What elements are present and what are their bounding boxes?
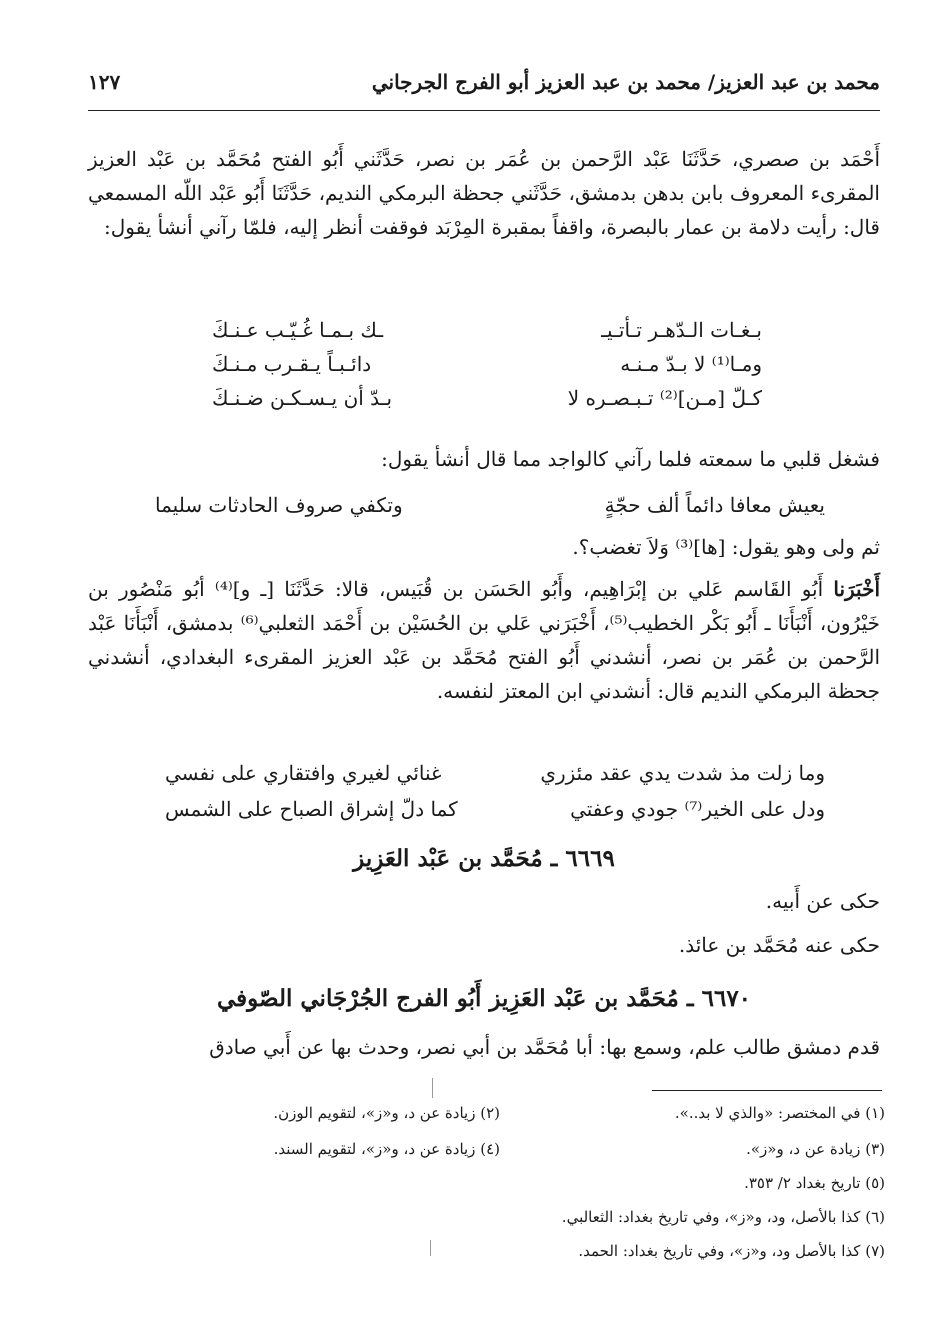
- footnote-number: (٣): [865, 1140, 885, 1158]
- verse-line: [212, 381, 762, 415]
- footnote-number: (٢): [480, 1104, 500, 1122]
- verse-line: [212, 313, 762, 347]
- scan-mark: [432, 1078, 433, 1098]
- verse-hemistich-second: بـدّ أن يـسـكـن ضـنـكَ: [212, 386, 393, 410]
- footnote-5: [744, 1172, 885, 1194]
- scan-mark: [430, 1240, 431, 1256]
- verse-line: [212, 347, 762, 381]
- verse-hemistich-first: يعيش معافا دائماً ألف حجّةٍ: [604, 493, 825, 517]
- entry-title-6669: ٦٦٦٩ ـ مُحَمَّد بن عَبْد العَزِيز: [353, 845, 615, 872]
- verse-hemistich-first: ودل على الخير⁽⁷⁾ جودي وعفتي: [570, 797, 825, 821]
- footnote-text: زيادة عن د، و«ز».: [746, 1140, 861, 1158]
- footnote-number: (٦): [865, 1208, 885, 1226]
- footnote-3: [746, 1138, 885, 1160]
- verse-hemistich-second: وتكفي صروف الحادثات سليما: [155, 493, 403, 517]
- verse-line: [165, 792, 825, 826]
- footnote-2: [273, 1102, 500, 1124]
- entry-6669-line-1: حكى عن أَبيه.: [765, 889, 880, 913]
- footnote-1: [675, 1102, 885, 1124]
- verse-line: [165, 756, 825, 790]
- verse-hemistich-first: ومـا⁽¹⁾ لا بـدّ مـنـه: [620, 352, 762, 376]
- footnote-text: زيادة عن د، و«ز»، لتقويم الوزن.: [273, 1104, 476, 1122]
- entry-6669-line-2: حكى عنه مُحَمَّد بن عائذ.: [678, 933, 880, 957]
- footnote-text: تاريخ بغداد ٢/ ٣٥٣.: [744, 1174, 861, 1192]
- verse-line: [155, 488, 825, 522]
- footnote-number: (٥): [865, 1174, 885, 1192]
- verse-hemistich-second: غنائي لغيري وافتقاري على نفسي: [165, 761, 442, 785]
- footnote-text: زيادة عن د، و«ز»، لتقويم السند.: [273, 1140, 476, 1158]
- isnad-text: أَبُو القَاسم عَلي بن إبْرَاهِيم، وأَبُو الحَسَن بن قُبَيس، قالا: حَدَّثَنَا [ـ و]⁽⁴⁾ أبُو مَنْصُور بن خَيْرُون، أَنْبَأَنَا ـ أَبُو بَكْر الخطيب⁽⁵⁾، أَخْبَرَني عَلي بن الحُسَيْن بن أَحْمَد الثعلبي⁽⁶⁾ بدمشق، أَنْبَأَنَا عَبْد الرَّحمن بن عُمَر بن نصر، أنشدني أَبُو الفتح مُحَمَّد بن عَبْد العزيز المقرىء البغدادي، أنشدني جحظة البرمكي النديم قال: أنشدني ابن المعتز لنفسه.: [88, 577, 880, 703]
- paragraph-isnad-2: [88, 572, 880, 708]
- verse-block-1: [212, 313, 762, 415]
- footnote-text: في المختصر: «والذي لا بد..».: [674, 1104, 861, 1122]
- verse-block-2: [155, 488, 825, 522]
- footnote-rule: [652, 1090, 882, 1091]
- entry-6670-line-1: قدم دمشق طالب علم، وسمع بها: أبا مُحَمَّد بن أبي نصر، وحدث بها عن أَبي صادق: [209, 1035, 880, 1059]
- akhbarana-lead: أَخْبَرَنا: [833, 577, 880, 601]
- paragraph-3: ثم ولى وهو يقول: [ها]⁽³⁾ وَلاَ تغضب؟.: [572, 535, 880, 559]
- paragraph-2: فشغل قلبي ما سمعته فلما رآني كالواجد مما قال أنشأ يقول:: [381, 447, 880, 471]
- footnote-text: كذا بالأصل ود، و«ز»، وفي تاريخ بغداد: الحمد.: [578, 1242, 861, 1260]
- footnote-number: (١): [865, 1104, 885, 1122]
- verse-hemistich-first: وما زلت مذ شدت يدي عقد مئزري: [540, 761, 825, 785]
- paragraph-isnad-1: أَحْمَد بن صصري، حَدَّثَنَا عَبْد الرَّحمن بن عُمَر بن نصر، حَدَّثَني أَبُو الفتح مُحَمَّد بن عَبْد العزيز المقرىء المعروف بابن بدهن بدمشق، حَدَّثَني جحظة البرمكي النديم، حَدَّثَنَا أَبُو عَبْد اللّه المسمعي قال: رأيت دلامة بن عمار بالبصرة، واقفاً بمقبرة المِرْبَد فوقفت أنظر إليه، فلمّا رآني أنشأ يقول:: [88, 147, 880, 239]
- verse-hemistich-first: كـلّ [مـن]⁽²⁾ تـبـصـره لا: [567, 386, 762, 410]
- verse-block-3: [165, 756, 825, 826]
- entry-title-6670: ٦٦٧٠ ـ مُحَمَّد بن عَبْد العَزِيز أَبُو الفرج الجُرْجَاني الصّوفي: [216, 985, 752, 1012]
- footnote-6: [562, 1206, 885, 1228]
- page-header: [88, 70, 880, 100]
- verse-hemistich-first: بـغـات الـدّهـر تـأتـيـ: [601, 318, 762, 342]
- header-rule: [88, 110, 880, 111]
- footnote-number: (٤): [480, 1140, 500, 1158]
- footnote-number: (٧): [865, 1242, 885, 1260]
- footnote-text: كذا بالأصل، ود، و«ز»، وفي تاريخ بغداد: الثعالبي.: [561, 1208, 861, 1226]
- verse-hemistich-second: دائـبـاً يـقـرب مـنـكَ: [212, 352, 372, 376]
- running-title: محمد بن عبد العزيز/ محمد بن عبد العزيز أبو الفرج الجرجاني: [371, 70, 880, 94]
- footnote-4: [274, 1138, 500, 1160]
- page-number: ١٢٧: [88, 70, 121, 94]
- verse-hemistich-second: كما دلّ إشراق الصباح على الشمس: [165, 797, 458, 821]
- footnote-7: [578, 1240, 885, 1262]
- verse-hemistich-second: ـك بـمـا غُـيّـب عـنـكَ: [212, 318, 384, 342]
